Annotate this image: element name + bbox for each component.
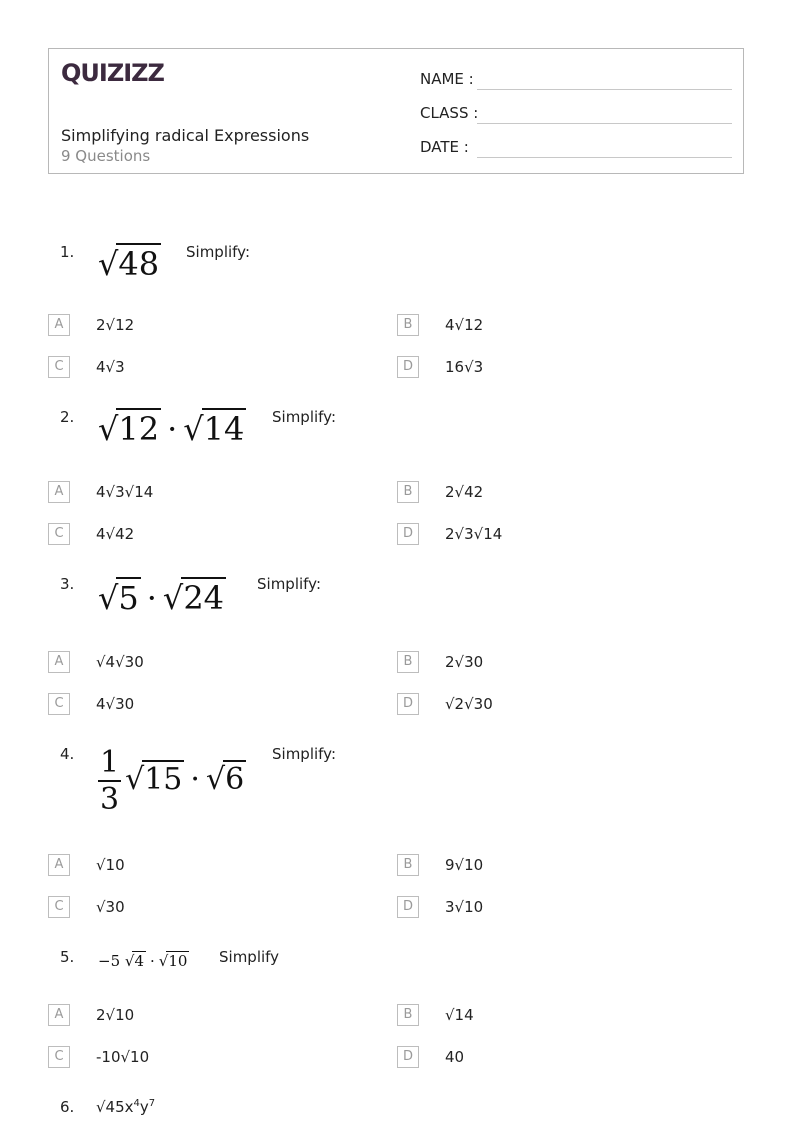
question-text: Simplify: bbox=[272, 745, 337, 763]
question-expression: $\frac{1}{3}$ √15 · √6 bbox=[100, 745, 245, 817]
class-label: CLASS : bbox=[420, 104, 479, 122]
question-text: Simplify: bbox=[257, 575, 322, 593]
question-text: Simplify bbox=[219, 948, 280, 966]
sqrt: √4 bbox=[124, 952, 145, 970]
question-number: 5. bbox=[60, 948, 75, 966]
worksheet-title: Simplifying radical Expressions bbox=[61, 126, 310, 145]
question-count: 9 Questions bbox=[61, 147, 151, 165]
question-number: 1. bbox=[60, 243, 75, 261]
sqrt: √14 bbox=[183, 410, 245, 448]
sqrt: √10 bbox=[158, 952, 188, 970]
sqrt: √24 bbox=[162, 579, 225, 617]
question-expression: √5 · √24 bbox=[98, 579, 225, 617]
question-text: Simplify: bbox=[272, 408, 337, 426]
question-expression: √12 · √14 bbox=[98, 410, 245, 448]
question-number: 2. bbox=[60, 408, 75, 426]
coefficient: −5 bbox=[98, 952, 121, 970]
date-label: DATE : bbox=[420, 138, 469, 156]
sqrt: √5 bbox=[98, 579, 139, 617]
name-field bbox=[420, 70, 474, 88]
question-text: Simplify: bbox=[186, 243, 251, 261]
question-number: 4. bbox=[60, 745, 75, 763]
date-line bbox=[477, 157, 732, 158]
question-number: 6. bbox=[60, 1098, 75, 1116]
question-expression: $√45x^4y^7$ bbox=[96, 1098, 156, 1116]
fraction: $\frac{1}{3}$ bbox=[100, 745, 120, 817]
question-expression: −5 √4 · √10 bbox=[98, 952, 188, 970]
sqrt: √15 bbox=[125, 762, 183, 797]
quizizz-logo: QUIZIZZ bbox=[61, 59, 164, 87]
question-expression bbox=[98, 245, 161, 283]
sqrt: √12 bbox=[98, 410, 160, 448]
worksheet-header bbox=[48, 48, 744, 174]
question-number: 3. bbox=[60, 575, 75, 593]
class-line bbox=[477, 123, 732, 124]
name-label: NAME : bbox=[420, 70, 474, 88]
name-line bbox=[477, 89, 732, 90]
sqrt: √48 bbox=[98, 245, 160, 283]
class-field bbox=[420, 104, 478, 122]
date-field bbox=[420, 138, 469, 156]
sqrt: √6 bbox=[205, 762, 245, 797]
